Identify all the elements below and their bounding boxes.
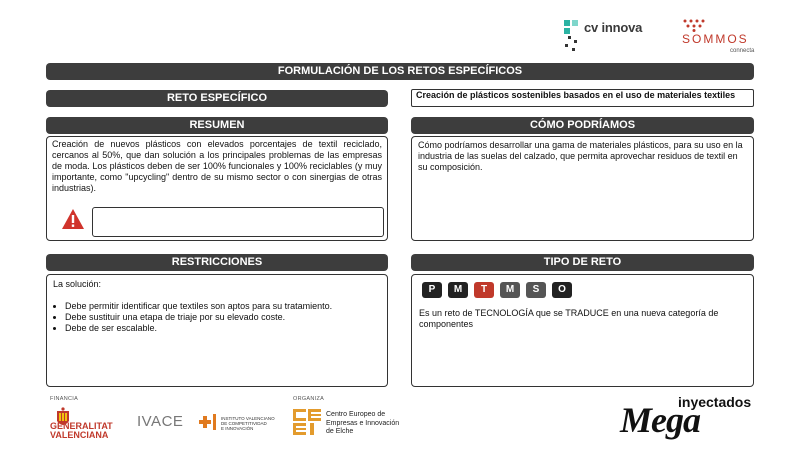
tipo-de-reto-header: TIPO DE RETO xyxy=(411,254,754,271)
ceei-line3: de Elche xyxy=(326,428,354,435)
tipo-tag-t-selected[interactable]: T xyxy=(474,282,494,298)
tipo-de-reto-box xyxy=(411,274,754,387)
como-podriamos-box xyxy=(411,136,754,241)
ceei-logo xyxy=(293,409,413,439)
financia-label: FINANCIA xyxy=(50,396,79,402)
page-title: FORMULACIÓN DE LOS RETOS ESPECÍFICOS xyxy=(46,63,754,80)
restriccion-item: • Debe sustituir una etapa de triaje por su elevado coste. xyxy=(65,312,381,323)
mega-main-text: Mega xyxy=(620,400,700,440)
resumen-text: Creación de nuevos plásticos con elevados porcentajes de textil reciclado, cercanos al 50%, que dan solución a los principales problemas de las empresas de moda. Los plásticos deben de ser 100% funcionales y 100% reciclables (y muy importante, como "upcycling" dentro de su mismo sector o con sinergias de otras industrias). xyxy=(52,139,382,193)
resumen-header: RESUMEN xyxy=(46,117,388,134)
tipo-tag-s[interactable]: S xyxy=(526,282,546,298)
ivace-plus-icon xyxy=(197,413,219,431)
ivace-text: IVACE xyxy=(137,413,184,430)
organiza-label: ORGANIZA xyxy=(293,396,325,402)
restricciones-intro: La solución: xyxy=(53,279,102,289)
ceei-line2: Empresas e Innovación xyxy=(326,419,400,427)
reto-especifico-header: RETO ESPECÍFICO xyxy=(46,90,388,107)
mega-top-text: inyectados xyxy=(678,394,752,410)
tipo-tag-m[interactable]: M xyxy=(448,282,468,298)
ivace-sub2: DE COMPETITIVIDAD xyxy=(221,421,267,426)
tipo-de-reto-text: Es un reto de TECNOLOGÍA que se TRADUCE en una nueva categoría de componentes xyxy=(419,308,719,329)
warning-note-field[interactable] xyxy=(92,207,384,237)
tipo-tag-m2[interactable]: M xyxy=(500,282,520,298)
generalitat-line1: GENERALITAT xyxy=(50,421,113,431)
generalitat-line2: VALENCIANA xyxy=(50,430,109,440)
tipo-tag-p[interactable]: P xyxy=(422,282,442,298)
restriccion-item: • Debe de ser escalable. xyxy=(65,323,381,334)
sommos-subtext: connecta xyxy=(730,48,755,54)
ceei-line1: Centro Europeo de xyxy=(326,411,386,418)
ivace-logo xyxy=(137,412,287,434)
sommos-logo xyxy=(670,18,770,58)
tipo-tags xyxy=(422,282,572,298)
cv-innova-text: cv innova xyxy=(584,20,643,35)
ceei-mark-icon xyxy=(293,409,323,435)
como-podriamos-header: CÓMO PODRÍAMOS xyxy=(411,117,754,134)
restricciones-box xyxy=(46,274,388,387)
ivace-sub1: INSTITUTO VALENCIANO xyxy=(221,416,275,421)
como-podriamos-text: Cómo podríamos desarrollar una gama de materiales plásticos, para su uso en la industria de las suelas del calzado, que permita aprovechar residuos de textil en su composición. xyxy=(418,140,743,172)
tipo-tag-o[interactable]: O xyxy=(552,282,572,298)
warning-icon xyxy=(61,208,85,230)
generalitat-logo xyxy=(50,407,130,440)
inyectados-mega-logo xyxy=(618,392,758,442)
restriccion-item: • Debe permitir identificar que textiles son aptos para su tratamiento. xyxy=(65,301,381,312)
reto-especifico-value: Creación de plásticos sostenibles basados en el uso de materiales textiles xyxy=(411,89,754,107)
cv-innova-logo xyxy=(562,18,652,54)
restricciones-header: RESTRICCIONES xyxy=(46,254,388,271)
sommos-dots-icon xyxy=(682,18,712,32)
restricciones-list xyxy=(53,301,381,334)
ivace-sub3: E INNOVACIÓN xyxy=(221,426,254,431)
cv-innova-mark-icon xyxy=(562,18,584,54)
sommos-text: SOMMOS xyxy=(682,32,749,46)
